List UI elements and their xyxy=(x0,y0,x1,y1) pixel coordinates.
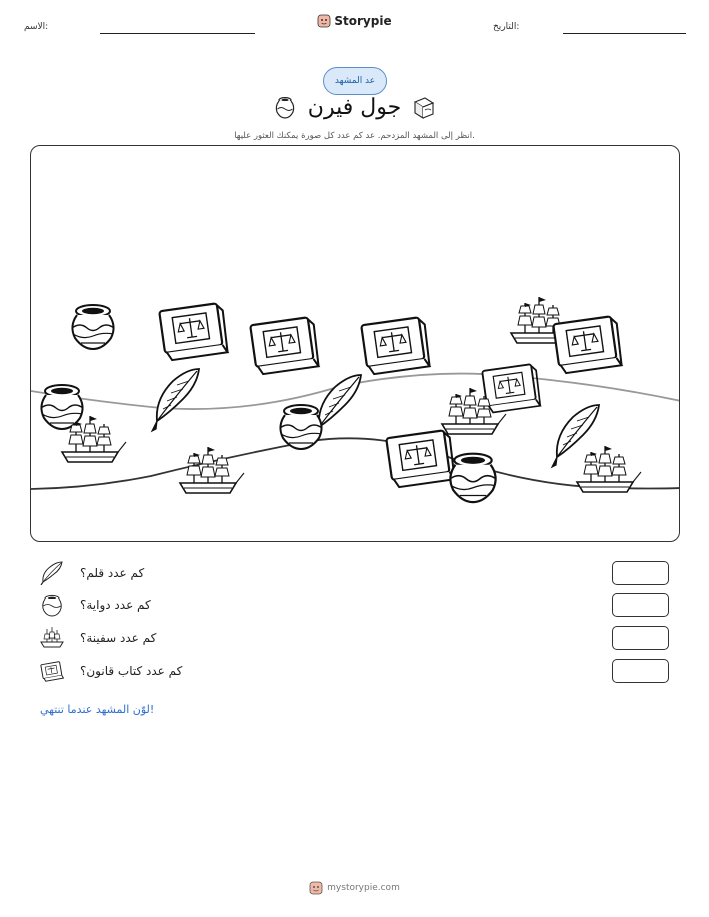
footer xyxy=(0,880,709,899)
name-label: الاسم: xyxy=(24,22,49,32)
map-scroll-icon xyxy=(411,94,437,120)
question-text: كم عدد دواية؟ xyxy=(80,598,151,612)
question-row-quill xyxy=(40,561,670,587)
name-line[interactable] xyxy=(100,33,255,34)
answer-box-law-book[interactable] xyxy=(612,659,669,683)
question-row-law-book xyxy=(40,659,670,685)
scene-law-book xyxy=(386,430,455,488)
scene-ship xyxy=(577,446,641,492)
law-book-icon xyxy=(40,659,64,683)
answer-box-inkwell[interactable] xyxy=(612,593,669,617)
scene-inkwell xyxy=(450,454,496,502)
crowded-scene xyxy=(30,145,680,542)
quill-icon xyxy=(40,561,64,585)
scene-quill xyxy=(152,369,199,431)
scene-count-badge: عد المشهد xyxy=(323,67,387,95)
brand xyxy=(0,13,709,32)
scene-law-book xyxy=(553,316,622,374)
instructions: انظر إلى المشهد المزدحم. عد كم عدد كل صورة يمكنك العثور عليها. xyxy=(234,131,475,141)
colour-note: لوّن المشهد عندما تنتهي! xyxy=(40,703,155,716)
scene-ship xyxy=(180,447,244,493)
scene-canvas xyxy=(31,146,680,542)
page-title: جول فيرن xyxy=(307,94,402,120)
scene-law-book xyxy=(250,317,319,375)
question-text: كم عدد سفينة؟ xyxy=(80,631,157,645)
inkwell-icon xyxy=(40,593,64,617)
question-text: كم عدد قلم؟ xyxy=(80,566,145,580)
scene-law-book xyxy=(361,317,430,375)
answer-box-ship[interactable] xyxy=(612,626,669,650)
scene-law-book xyxy=(482,364,541,414)
question-row-inkwell xyxy=(40,593,670,619)
answer-box-quill[interactable] xyxy=(612,561,669,585)
ship-icon xyxy=(40,626,64,650)
footer-url[interactable]: mystorypie.com xyxy=(327,883,400,893)
scene-law-book xyxy=(159,303,228,361)
title-row xyxy=(0,94,709,120)
date-label: التاريخ: xyxy=(493,22,520,32)
mascot-icon xyxy=(309,881,323,895)
question-text: كم عدد كتاب قانون؟ xyxy=(80,664,183,678)
question-row-ship xyxy=(40,626,670,652)
date-line[interactable] xyxy=(563,33,686,34)
brand-name: Storypie xyxy=(334,14,392,28)
mascot-icon xyxy=(317,14,331,28)
scene-inkwell xyxy=(72,305,114,349)
scene-inkwell xyxy=(280,405,322,449)
inkwell-icon xyxy=(272,94,298,120)
